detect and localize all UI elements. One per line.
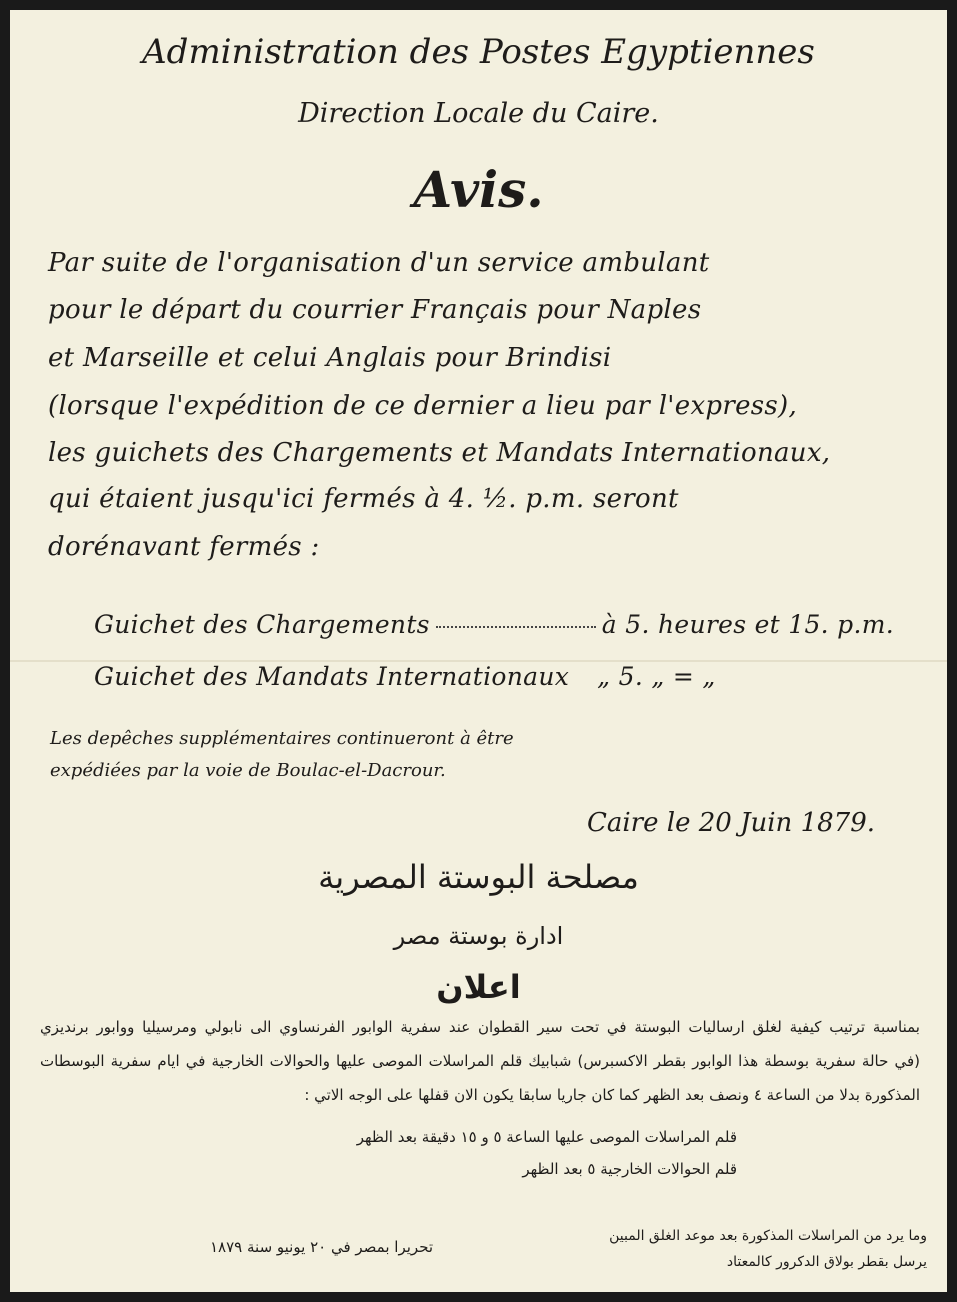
- notice-title: Avis.: [413, 160, 544, 219]
- arabic-note-line: يرسل بقطر بولاق الدكرور كالمعتاد: [726, 1254, 927, 1270]
- arabic-note-line: وما يرد من المراسلات المذكورة بعد موعد الغلق المبين: [609, 1228, 927, 1244]
- arabic-schedule-line: قلم الحوالات الخارجية ٥ بعد الظهر: [522, 1160, 737, 1178]
- arabic-title-2: ادارة بوستة مصر: [393, 922, 564, 950]
- schedule-row: [94, 662, 716, 691]
- schedule-name: Guichet des Mandats Internationaux: [94, 662, 570, 691]
- notice-date: Caire le 20 Juin 1879.: [586, 808, 875, 838]
- arabic-body-line: بمناسبة ترتيب كيفية لغلق ارساليات البوستة في تحت سير القطوان عند سفرية الوابور الفرنساوي الى نابولي ومرسيليا ووابور برنديزي: [40, 1018, 920, 1036]
- arabic-body-line: (في حالة سفرية بوسطة هذا الوابور بقطر الاكسبرس) شبابيك قلم المراسلات الموصى عليها والحوالات الخارجية في ايام سفرية البوسطات: [40, 1052, 920, 1070]
- body-line: dorénavant fermés :: [48, 532, 320, 562]
- body-line: qui étaient jusqu'ici fermés à 4. ½. p.m. seront: [48, 484, 679, 514]
- body-line: les guichets des Chargements et Mandats Internationaux,: [48, 438, 831, 468]
- body-line: pour le départ du courrier Français pour Naples: [48, 295, 702, 325]
- dot-leader: [436, 626, 596, 628]
- schedule-time: à 5. heures et 15. p.m.: [601, 610, 894, 639]
- body-line: (lorsque l'expédition de ce dernier a lieu par l'express),: [48, 391, 798, 421]
- note-line: expédiées par la voie de Boulac-el-Dacrour.: [50, 760, 446, 781]
- arabic-title-3: اعلان: [436, 968, 521, 1006]
- schedule-name: Guichet des Chargements: [94, 610, 430, 639]
- arabic-body-line: المذكورة بدلا من الساعة ٤ ونصف بعد الظهر كما كان جاريا سابقا يكون الان قفلها على الوجه الاتي :: [304, 1086, 920, 1104]
- arabic-schedule-line: قلم المراسلات الموصى عليها الساعة ٥ و ١٥ دقيقة بعد الظهر: [356, 1128, 737, 1146]
- schedule-time: „ 5. „ = „: [597, 662, 716, 691]
- note-line: Les depêches supplémentaires continueront à être: [50, 728, 514, 749]
- header-line-1: Administration des Postes Egyptiennes: [142, 32, 815, 72]
- arabic-title-1: مصلحة البوستة المصرية: [318, 858, 639, 896]
- notice-sheet: [10, 10, 947, 1292]
- header-line-2: Direction Locale du Caire.: [298, 98, 659, 129]
- schedule-row: [94, 610, 894, 639]
- arabic-signature: تحريرا بمصر في ٢٠ يونيو سنة ١٨٧٩: [210, 1238, 434, 1256]
- body-line: et Marseille et celui Anglais pour Brindisi: [48, 343, 612, 373]
- body-line: Par suite de l'organisation d'un service ambulant: [48, 248, 710, 278]
